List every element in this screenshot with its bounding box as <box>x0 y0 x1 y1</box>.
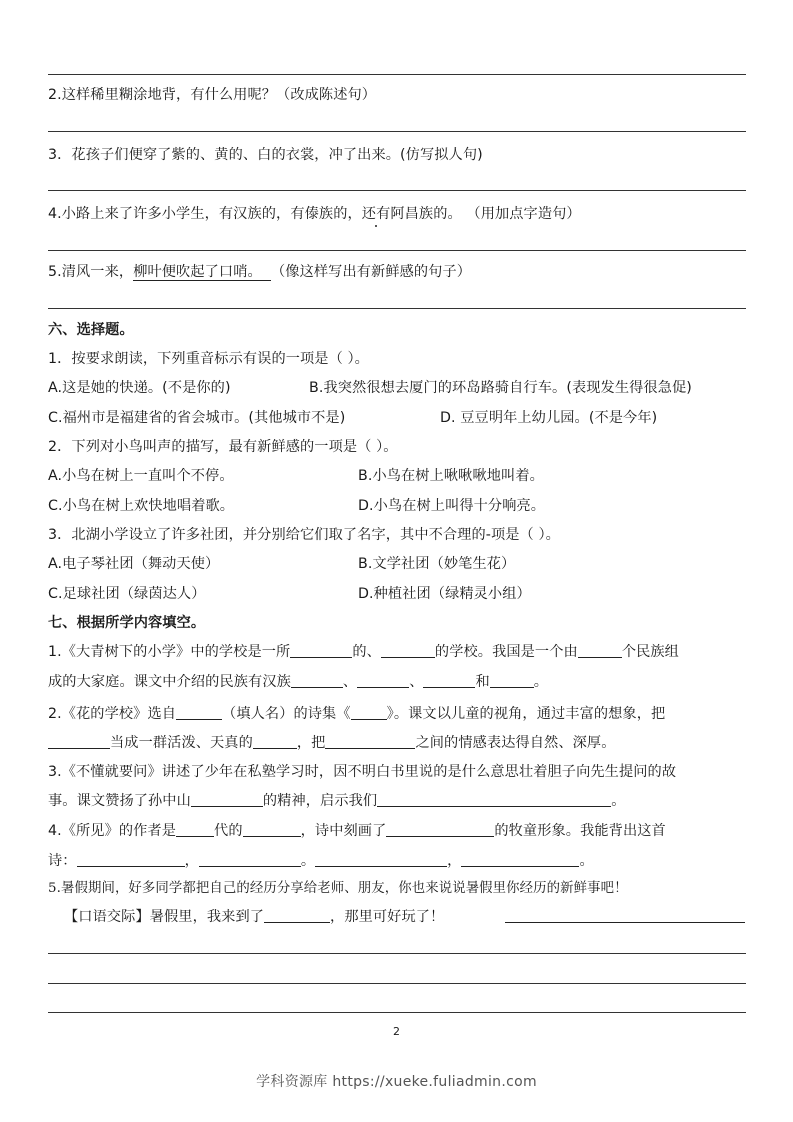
text: ，那里可好玩了！ <box>330 909 445 925</box>
choice-q1-option-d: D. 豆豆明年上幼儿园。(不是今年) <box>440 410 658 426</box>
fill-blank[interactable] <box>48 733 110 749</box>
choice-q2-option-b: B.小鸟在树上啾啾啾地叫着。 <box>358 468 544 484</box>
fill-blank[interactable] <box>490 672 534 688</box>
rewrite-q5-part-a: 5.清风一来， <box>48 264 134 280</box>
answer-rule <box>48 953 746 954</box>
fill-blank[interactable] <box>199 851 301 867</box>
fill-q3-line1: 3.《不懂就要问》讲述了少年在私塾学习时，因不明白书里说的是什么意思壮着胆子向先生提问的故 <box>48 764 677 780</box>
text: 成的大家庭。课文中介绍的民族有汉族 <box>48 674 291 690</box>
fill-blank[interactable] <box>191 791 263 807</box>
text: （填人名）的诗集《 <box>222 706 351 722</box>
rewrite-question-5 <box>48 262 471 282</box>
text: 的、 <box>352 644 381 660</box>
dotted-chars: 还有 <box>361 206 391 222</box>
text: 事。课文赞扬了孙中山 <box>48 793 191 809</box>
text: ，把 <box>296 735 326 751</box>
choice-q3-stem: 3．北湖小学设立了许多社团，并分别给它们取了名字，其中不合理的-项是（ ）。 <box>48 527 560 543</box>
choice-q3-option-a: A.电子琴社团（舞动天使） <box>48 556 220 572</box>
fill-blank[interactable] <box>264 907 330 923</box>
fill-q2-line1 <box>48 704 665 724</box>
underlined-example: 柳叶便吹起了口哨。 <box>133 264 262 280</box>
text: ， <box>184 853 199 869</box>
text: 诗： <box>48 853 77 869</box>
choice-q2-option-d: D.小鸟在树上叫得十分响亮。 <box>358 498 546 514</box>
fill-blank[interactable] <box>253 733 297 749</box>
answer-rule <box>48 190 746 191</box>
rewrite-q4-part-a: 4.小路上来了许多小学生，有汉族的，有傣族的， <box>48 206 362 222</box>
fill-blank[interactable] <box>290 642 352 658</box>
choice-q1-option-c: C.福州市是福建省的省会城市。(其他城市不是) <box>48 410 346 426</box>
page-number: 2 <box>393 1025 400 1038</box>
text: 。 <box>300 853 316 869</box>
text: 。 <box>611 793 626 809</box>
section-6-title: 六、选择题。 <box>48 322 134 338</box>
text: 【口语交际】暑假里，我来到了 <box>64 909 265 925</box>
choice-q1-option-a: A.这是她的快递。(不是你的) <box>48 380 231 396</box>
fill-blank[interactable] <box>461 851 579 867</box>
rewrite-question-4 <box>48 204 581 224</box>
text: 的学校。我国是一个由 <box>434 644 578 660</box>
section-7-title: 七、根据所学内容填空。 <box>48 615 206 631</box>
text: 当成一群活泼、天真的 <box>110 735 253 751</box>
fill-q2-line2 <box>48 733 616 753</box>
fill-blank[interactable] <box>357 672 409 688</box>
fill-q1-line2 <box>48 672 548 692</box>
rewrite-q4-part-c: 阿昌族的。 （用加点字造句） <box>390 206 581 222</box>
text: 》。课文以儿童的视角，通过丰富的想象，把 <box>386 706 666 722</box>
text: 4.《所见》的作者是 <box>48 823 177 839</box>
answer-rule <box>48 983 746 984</box>
fill-blank[interactable] <box>176 821 214 837</box>
fill-blank[interactable] <box>291 672 343 688</box>
fill-blank[interactable] <box>243 821 301 837</box>
text: 、 <box>342 674 358 690</box>
choice-q2-stem: 2．下列对小鸟叫声的描写，最有新鲜感的一项是（ ）。 <box>48 439 398 455</box>
fill-q5-prompt: 5.暑假期间，好多同学都把自己的经历分享给老师、朋友，你也来说说暑假里你经历的新鲜事吧！ <box>48 881 628 896</box>
choice-q1-option-b: B.我突然很想去厦门的环岛路骑自行车。(表现发生得很急促) <box>309 380 692 396</box>
fill-q1-line1 <box>48 642 679 662</box>
text: 、 <box>409 674 424 690</box>
fill-q4-line1 <box>48 821 666 841</box>
fill-blank[interactable] <box>176 704 222 720</box>
text: 的精神，启示我们 <box>262 793 378 809</box>
text: 。 <box>579 853 594 869</box>
choice-q3-option-d: D.种植社团（绿精灵小组） <box>358 586 531 602</box>
text: 1.《大青树下的小学》中的学校是一所 <box>48 644 291 660</box>
answer-rule <box>48 131 746 132</box>
answer-rule <box>48 250 746 251</box>
text: ， <box>447 853 462 869</box>
text: 的牧童形象。我能背出这首 <box>494 823 666 839</box>
fill-q3-line2 <box>48 791 626 811</box>
choice-q3-option-c: C.足球社团（绿茵达人） <box>48 586 206 602</box>
footer-watermark: 学科资源库 https://xueke.fuliadmin.com <box>256 1074 537 1090</box>
text: 代的 <box>214 823 243 839</box>
choice-q2-option-c: C.小鸟在树上欢快地唱着歌。 <box>48 498 235 514</box>
fill-blank[interactable] <box>386 821 494 837</box>
fill-blank[interactable] <box>578 642 622 658</box>
choice-q3-option-b: B.文学社团（妙笔生花） <box>358 556 516 572</box>
text: 2.《花的学校》选自 <box>48 706 177 722</box>
text: 。 <box>533 674 549 690</box>
rewrite-question-2: 2.这样稀里糊涂地背，有什么用呢？（改成陈述句） <box>48 87 377 103</box>
fill-blank[interactable] <box>77 851 185 867</box>
underline-tail <box>262 264 271 281</box>
fill-blank[interactable] <box>423 672 475 688</box>
oral-communication <box>64 907 444 927</box>
text: 个民族组 <box>621 644 679 660</box>
answer-rule <box>48 1012 746 1013</box>
answer-rule <box>505 922 745 923</box>
text: ，诗中刻画了 <box>300 823 387 839</box>
answer-rule <box>48 308 746 309</box>
choice-q2-option-a: A.小鸟在树上一直叫个不停。 <box>48 468 234 484</box>
text: 和 <box>475 674 490 690</box>
fill-blank[interactable] <box>315 851 447 867</box>
rewrite-question-3: 3．花孩子们便穿了紫的、黄的、白的衣裳，冲了出来。(仿写拟人句) <box>48 147 483 163</box>
fill-blank[interactable] <box>377 791 611 807</box>
fill-blank[interactable] <box>351 704 387 720</box>
rewrite-q5-part-c: （像这样写出有新鲜感的句子） <box>271 264 472 280</box>
fill-blank[interactable] <box>381 642 435 658</box>
fill-q4-line2 <box>48 851 594 871</box>
text: 之间的情感表达得自然、深厚。 <box>415 735 616 751</box>
fill-blank[interactable] <box>325 733 415 749</box>
choice-q1-stem: 1．按要求朗读，下列重音标示有误的一项是（ ）。 <box>48 351 369 367</box>
answer-rule <box>48 74 746 75</box>
